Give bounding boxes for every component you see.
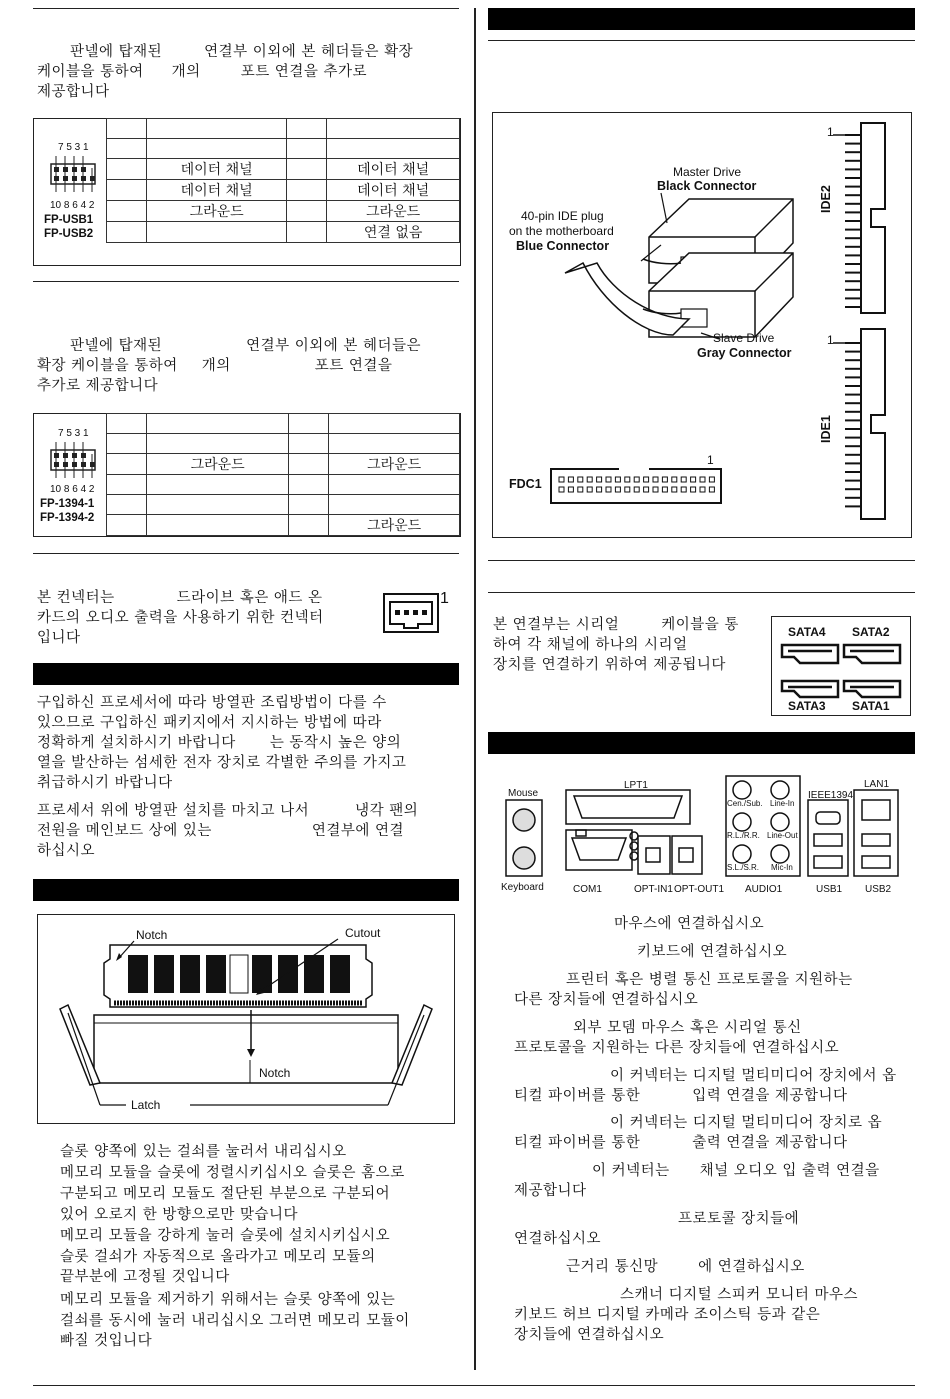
usb1-port-label: USB1 xyxy=(816,884,843,895)
table-cell xyxy=(107,139,147,159)
audio-desc-line3: 입니다 xyxy=(37,630,81,646)
ide-diagram xyxy=(492,112,912,538)
memory-step-line10: 빠질 것입니다 xyxy=(60,1333,153,1349)
audio-port-label: AUDIO1 xyxy=(745,884,783,895)
bp-lan-desc: 근거리 통신망 에 연결하십시오 xyxy=(566,1259,805,1275)
cpu-p1-line2: 있으므로 구입하신 패키지에서 지시하는 방법에 따라 xyxy=(37,715,382,731)
sata-desc-line3: 장치를 연결하기 위하여 제공됩니다 xyxy=(493,657,726,673)
table-cell xyxy=(329,414,460,434)
bp-ieee-desc-line1: 프로토콜 장치들에 xyxy=(678,1211,800,1227)
ide1-pin1-label: 1 xyxy=(827,333,834,347)
table-cell xyxy=(107,454,147,475)
ieee-header-pins-icon xyxy=(50,442,98,478)
table-cell xyxy=(107,119,147,139)
table-cell xyxy=(287,159,327,180)
ieee-desc-line2: 확장 케이블을 통하여 개의 포트 연결을 xyxy=(37,358,393,374)
table-cell xyxy=(146,139,287,159)
table-cell xyxy=(146,495,289,515)
usb-pin-table xyxy=(106,118,460,243)
usb-desc-line3: 제공합니다 xyxy=(37,84,110,100)
sl-sr-label: S.L./S.R. xyxy=(727,863,760,872)
ide1-label: IDE1 xyxy=(819,415,833,443)
memory-step-line9: 걸쇠를 동시에 눌러 내리십시오 그러면 메모리 모듈이 xyxy=(60,1313,410,1329)
top-rule-left xyxy=(33,8,459,9)
slave-drive-label: Slave Drive xyxy=(713,331,775,345)
notch-label-top: Notch xyxy=(136,928,168,942)
usb2-port-label: USB2 xyxy=(865,884,892,895)
rule-under-ide-header xyxy=(488,40,915,41)
table-cell xyxy=(329,475,460,495)
bp-optin-desc-line2: 티컬 파이버를 통한 입력 연결을 제공합니다 xyxy=(514,1088,848,1104)
table-row xyxy=(107,159,460,180)
fdc1-label: FDC1 xyxy=(509,477,542,491)
master-drive-label: Master Drive xyxy=(673,165,742,179)
ide-section-header-bar xyxy=(488,8,915,30)
table-cell xyxy=(107,515,147,536)
ieee-header-diagram xyxy=(38,426,104,530)
fdc-pin1-label: 1 xyxy=(707,453,714,467)
memory-step-line2: 메모리 모듈을 슬롯에 정렬시키십시오 슬롯은 홈으로 xyxy=(60,1165,405,1181)
ide2-label: IDE2 xyxy=(819,185,833,213)
line-in-label: Line-In xyxy=(770,799,795,808)
table-row xyxy=(107,515,460,536)
bp-optin-desc-line1: 이 커넥터는 디지털 멀티미디어 장치에서 옵 xyxy=(610,1068,897,1084)
lpt-port-label: LPT1 xyxy=(624,780,648,791)
rule-after-ide xyxy=(488,560,915,561)
usb-header-pins-icon xyxy=(50,156,98,192)
cpu-section-header-bar xyxy=(33,663,459,685)
table-cell xyxy=(289,495,329,515)
memory-step-line4: 있어 오로지 한 방향으로만 맞습니다 xyxy=(60,1207,299,1223)
bottom-rule xyxy=(33,1385,915,1386)
table-cell xyxy=(107,201,147,222)
rule-after-ieee xyxy=(33,553,459,554)
table-cell xyxy=(107,475,147,495)
audio-pin1-label: 1 xyxy=(440,590,449,607)
table-cell xyxy=(327,139,460,159)
cpu-p1-line3: 정확하게 설치하시기 바랍니다 는 동작시 높은 양의 xyxy=(37,735,402,751)
table-cell xyxy=(146,414,289,434)
ieee-pin-table xyxy=(106,413,460,536)
keyboard-port-label: Keyboard xyxy=(501,882,544,893)
ide-plug-label: 40-pin IDE plug xyxy=(521,209,604,223)
table-cell xyxy=(107,159,147,180)
table-cell xyxy=(289,454,329,475)
cpu-p1-line1: 구입하신 프로세서에 따라 방열판 조립방법이 다를 수 xyxy=(37,695,387,711)
ieee1394-port-label: IEEE1394 xyxy=(808,790,854,801)
table-cell xyxy=(329,434,460,454)
table-cell xyxy=(329,495,460,515)
usb-desc-line1: 판넬에 탑재된 연결부 이외에 본 헤더들은 확장 xyxy=(70,44,414,60)
table-cell: 데이터 채널 xyxy=(146,159,287,180)
table-cell: 그라운드 xyxy=(146,454,289,475)
gray-connector-label: Gray Connector xyxy=(697,346,792,360)
memory-diagram xyxy=(37,914,455,1124)
table-cell: 그라운드 xyxy=(327,201,460,222)
line-out-label: Line-Out xyxy=(767,831,798,840)
notch-label-bottom: Notch xyxy=(259,1066,291,1080)
usb-header-diagram xyxy=(38,140,104,244)
table-cell: 그라운드 xyxy=(146,201,287,222)
table-cell xyxy=(287,139,327,159)
column-divider xyxy=(474,8,476,1370)
bp-usb-desc-line2: 키보드 허브 디지털 카메라 조이스틱 등과 같은 xyxy=(514,1307,821,1323)
ieee-desc-line1: 판넬에 탑재된 연결부 이외에 본 헤더들은 xyxy=(70,338,422,354)
cpu-p2-line3: 하십시오 xyxy=(37,843,96,859)
table-cell xyxy=(146,119,287,139)
sata-connectors-diagram xyxy=(771,616,911,716)
table-cell: 연결 없음 xyxy=(327,222,460,243)
memory-step-line1: 슬롯 양쪽에 있는 걸쇠를 눌러서 내리십시오 xyxy=(60,1144,347,1160)
table-cell xyxy=(107,180,147,201)
cpu-p1-line4: 열을 발산하는 섬세한 전자 장치로 각별한 주의를 가지고 xyxy=(37,755,407,771)
table-row xyxy=(107,454,460,475)
rl-rr-label: R.L./R.R. xyxy=(727,831,760,840)
fp-usb1-label: FP-USB1 xyxy=(44,214,94,226)
ieee-desc-line3: 추가로 제공합니다 xyxy=(37,378,159,394)
usb-desc-line2: 케이블을 통하여 개의 포트 연결을 추가로 xyxy=(37,64,367,80)
bp-ieee-desc-line2: 연결하십시오 xyxy=(514,1231,602,1247)
sata3-label: SATA3 xyxy=(788,699,826,713)
fp-usb2-label: FP-USB2 xyxy=(44,228,94,240)
table-cell xyxy=(287,180,327,201)
bp-mouse-desc: 마우스에 연결하십시오 xyxy=(614,916,765,932)
table-cell: 그라운드 xyxy=(329,454,460,475)
mouse-port-label: Mouse xyxy=(508,788,539,799)
table-cell xyxy=(289,515,329,536)
sata2-label: SATA2 xyxy=(852,625,890,639)
table-cell xyxy=(107,434,147,454)
bp-usb-desc-line3: 장치들에 연결하십시오 xyxy=(514,1327,665,1343)
sata-desc-line2: 하여 각 채널에 하나의 시리얼 xyxy=(493,637,688,653)
memory-step-line6: 슬롯 걸쇠가 자동적으로 올라가고 메모리 모듈의 xyxy=(60,1249,376,1265)
sata1-label: SATA1 xyxy=(852,699,890,713)
backpanel-ports-illustration xyxy=(496,770,910,896)
bp-audio-desc-line1: 이 커넥터는 채널 오디오 입 출력 연결을 xyxy=(592,1163,880,1179)
table-cell xyxy=(327,119,460,139)
pin-numbers-bottom: 10 8 6 4 2 xyxy=(50,200,95,211)
table-cell xyxy=(289,475,329,495)
memory-step-line3: 구분되고 메모리 모듈도 절단된 부분으로 구분되어 xyxy=(60,1186,391,1202)
bp-audio-desc-line2: 제공합니다 xyxy=(514,1183,587,1199)
table-cell xyxy=(107,495,147,515)
backpanel-diagram xyxy=(496,770,910,896)
bp-keyboard-desc: 키보드에 연결하십시오 xyxy=(637,944,788,960)
table-cell xyxy=(289,434,329,454)
rule-before-sata xyxy=(488,592,915,593)
bp-optout-desc-line1: 이 커넥터는 디지털 멀티미디어 장치로 옵 xyxy=(610,1115,883,1131)
table-cell xyxy=(289,414,329,434)
memory-step-line8: 메모리 모듈을 제거하기 위해서는 슬롯 양쪽에 있는 xyxy=(60,1292,396,1308)
table-row xyxy=(107,222,460,243)
black-connector-label: Black Connector xyxy=(657,179,757,193)
bp-optout-desc-line2: 티컬 파이버를 통한 출력 연결을 제공합니다 xyxy=(514,1135,848,1151)
sata4-label: SATA4 xyxy=(788,625,826,639)
table-cell xyxy=(107,222,147,243)
table-row xyxy=(107,119,460,139)
pin-numbers-top: 7 5 3 1 xyxy=(58,428,89,439)
audio-desc-line1: 본 컨넥터는 드라이브 혹은 애드 온 xyxy=(37,590,323,606)
table-row xyxy=(107,201,460,222)
mic-in-label: Mic-In xyxy=(771,863,793,872)
ide2-pin1-label: 1 xyxy=(827,125,834,139)
table-cell xyxy=(146,434,289,454)
cutout-label: Cutout xyxy=(345,926,381,940)
ide-plug-label2: on the motherboard xyxy=(509,224,614,238)
table-cell: 그라운드 xyxy=(329,515,460,536)
table-cell xyxy=(287,119,327,139)
table-cell xyxy=(107,414,147,434)
table-row xyxy=(107,495,460,515)
table-cell xyxy=(287,222,327,243)
bp-lpt-desc-line2: 다른 장치들에 연결하십시오 xyxy=(514,992,699,1008)
table-row xyxy=(107,475,460,495)
pin-numbers-top: 7 5 3 1 xyxy=(58,142,89,153)
memory-module-illustration xyxy=(38,915,454,1123)
cpu-p1-line5: 취급하시기 바랍니다 xyxy=(37,775,173,791)
cpu-p2-line2: 전원을 메인보드 상에 있는 연결부에 연결 xyxy=(37,823,405,839)
table-cell: 데이터 채널 xyxy=(146,180,287,201)
opt-in-label: OPT-IN1 xyxy=(634,884,673,895)
table-row xyxy=(107,180,460,201)
blue-connector-label: Blue Connector xyxy=(516,239,610,253)
com-port-label: COM1 xyxy=(573,884,602,895)
table-cell: 데이터 채널 xyxy=(327,180,460,201)
bp-lpt-desc-line1: 프린터 혹은 병렬 통신 프로토콜을 지원하는 xyxy=(566,972,853,988)
table-row xyxy=(107,414,460,434)
cen-sub-label: Cen./Sub. xyxy=(727,799,763,808)
table-row xyxy=(107,434,460,454)
table-cell: 데이터 채널 xyxy=(327,159,460,180)
table-cell xyxy=(146,475,289,495)
opt-out-label: OPT-OUT1 xyxy=(674,884,725,895)
table-row xyxy=(107,139,460,159)
bp-com-desc-line2: 프로토콜을 지원하는 다른 장치들에 연결하십시오 xyxy=(514,1040,840,1056)
bp-com-desc-line1: 외부 모뎀 마우스 혹은 시리얼 통신 xyxy=(573,1020,802,1036)
sata-desc-line1: 본 연결부는 시리얼 케이블을 통 xyxy=(493,617,739,633)
fp-1394-2-label: FP-1394-2 xyxy=(40,512,95,524)
memory-section-header-bar xyxy=(33,879,459,901)
rule-after-usb xyxy=(33,281,459,282)
audio-desc-line2: 카드의 오디오 출력을 사용하기 위한 컨넥터 xyxy=(37,610,324,626)
table-cell xyxy=(287,201,327,222)
latch-label: Latch xyxy=(131,1098,161,1112)
memory-step-line5: 메모리 모듈을 강하게 눌러 슬롯에 설치시키십시오 xyxy=(60,1228,391,1244)
lan-port-label: LAN1 xyxy=(864,779,890,790)
table-cell xyxy=(146,515,289,536)
bp-usb-desc-line1: 스캐너 디지털 스피커 모니터 마우스 xyxy=(620,1287,859,1303)
memory-step-line7: 끝부분에 고정될 것입니다 xyxy=(60,1269,230,1285)
pin-numbers-bottom: 10 8 6 4 2 xyxy=(50,484,95,495)
table-cell xyxy=(146,222,287,243)
fp-1394-1-label: FP-1394-1 xyxy=(40,498,95,510)
cpu-p2-line1: 프로세서 위에 방열판 설치를 마치고 나서 냉각 팬의 xyxy=(37,803,419,819)
backpanel-section-header-bar xyxy=(488,732,915,754)
